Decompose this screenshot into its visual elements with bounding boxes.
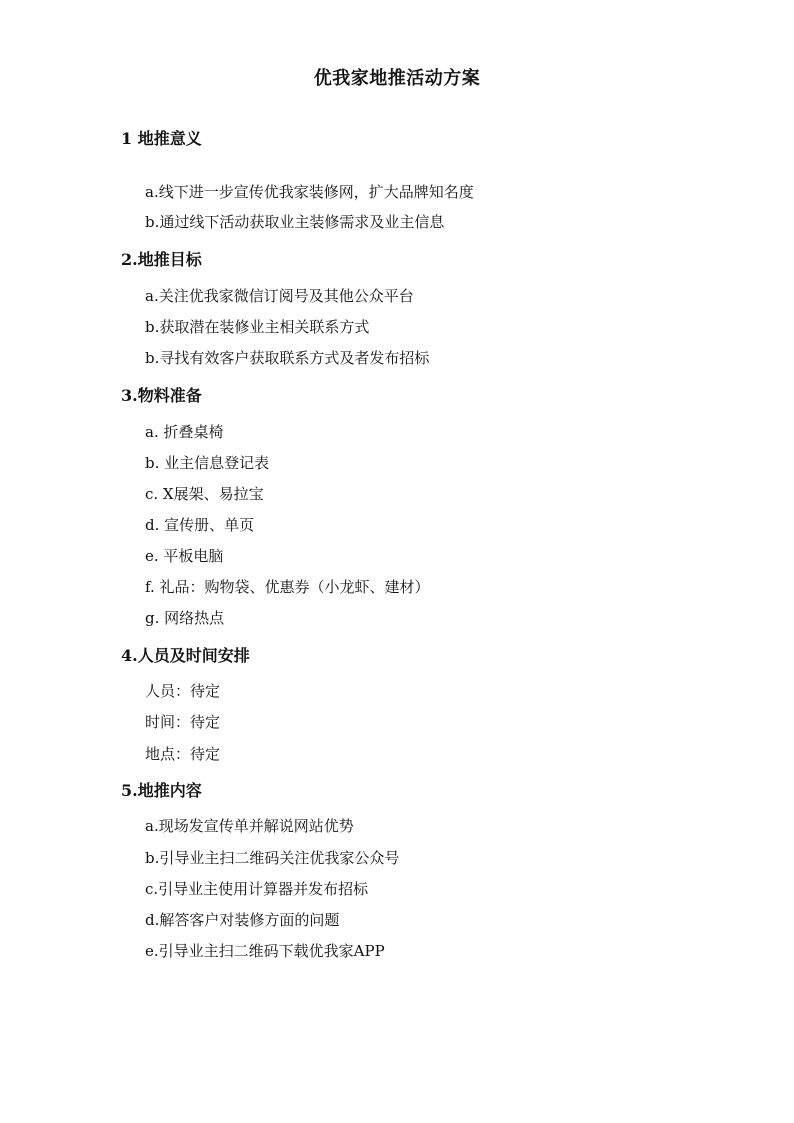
section-heading-3: 3.物料准备 bbox=[121, 386, 202, 405]
list-item: 地点：待定 bbox=[145, 745, 221, 763]
list-item: b.通过线下活动获取业主装修需求及业主信息 bbox=[145, 213, 445, 231]
list-item: e. 平板电脑 bbox=[145, 547, 224, 565]
list-item: c. X展架、易拉宝 bbox=[145, 485, 264, 503]
list-item: 时间：待定 bbox=[145, 713, 221, 731]
list-item: a.关注优我家微信订阅号及其他公众平台 bbox=[145, 287, 414, 305]
list-item: f. 礼品：购物袋、优惠券（小龙虾、建材） bbox=[145, 578, 430, 596]
list-item: a.线下进一步宣传优我家装修网，扩大品牌知名度 bbox=[145, 183, 474, 201]
list-item: g. 网络热点 bbox=[145, 609, 225, 627]
list-item: a. 折叠桌椅 bbox=[145, 423, 224, 441]
list-item: b.获取潜在装修业主相关联系方式 bbox=[145, 318, 370, 336]
list-item: d. 宣传册、单页 bbox=[145, 516, 255, 534]
list-item: b. 业主信息登记表 bbox=[145, 454, 270, 472]
list-item: c.引导业主使用计算器并发布招标 bbox=[145, 880, 369, 898]
list-item: a.现场发宣传单并解说网站优势 bbox=[145, 817, 354, 835]
list-item: b.寻找有效客户获取联系方式及者发布招标 bbox=[145, 349, 430, 367]
section-heading-2: 2.地推目标 bbox=[121, 250, 202, 269]
list-item: b.引导业主扫二维码关注优我家公众号 bbox=[145, 849, 400, 867]
list-item: d.解答客户对装修方面的问题 bbox=[145, 911, 340, 929]
section-heading-4: 4.人员及时间安排 bbox=[121, 646, 250, 665]
list-item: 人员：待定 bbox=[145, 682, 221, 700]
section-heading-5: 5.地推内容 bbox=[121, 781, 202, 800]
list-item: e.引导业主扫二维码下载优我家APP bbox=[145, 942, 385, 960]
section-heading-1: 1 地推意义 bbox=[121, 129, 202, 148]
document-title: 优我家地推活动方案 bbox=[313, 68, 481, 89]
